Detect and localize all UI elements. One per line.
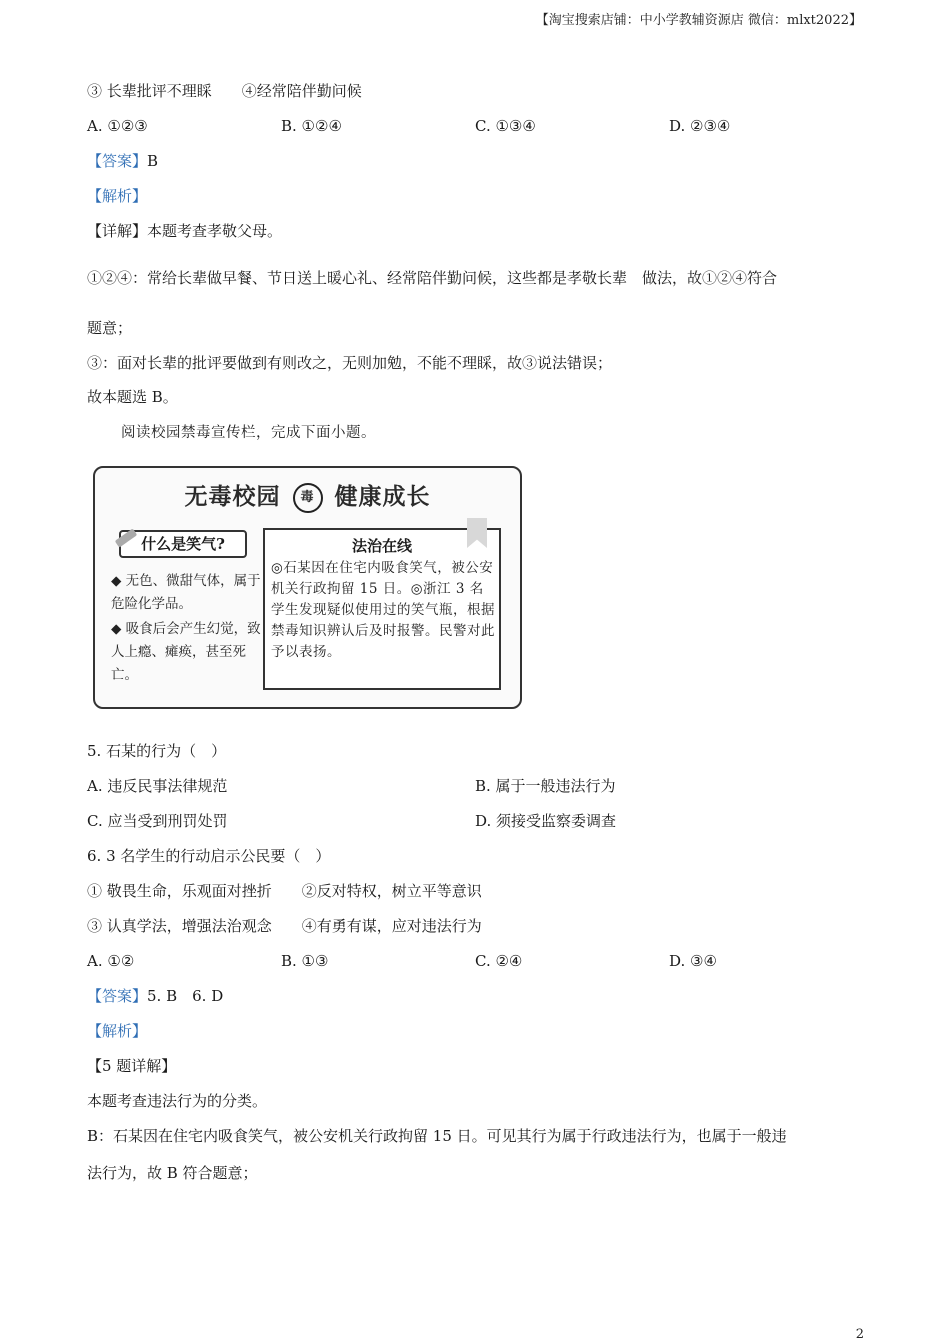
q6-options-line2: ③ 认真学法，增强法治观念 ④有勇有谋，应对违法行为 xyxy=(87,917,482,935)
q5-explain-line1: 本题考查违法行为的分类。 xyxy=(87,1092,268,1110)
poster-title-left: 无毒校园 xyxy=(184,483,281,510)
q5-explain-line3: 法行为，故 B 符合题意； xyxy=(87,1164,258,1182)
q5-detail-tag: 【5 题详解】 xyxy=(87,1057,177,1075)
right-panel-title: 法治在线 xyxy=(351,537,412,555)
header-watermark: 【淘宝搜索店铺：中小学教辅资源店 微信：mlxt2022】 xyxy=(535,13,862,28)
q4-explain-line1: ①②④：常给长辈做早餐、节日送上暖心礼、经常陪伴勤问候，这些都是孝敬长辈 做法，故①②④符合 xyxy=(87,269,778,287)
q4-explain-line3: ③：面对长辈的批评要做到有则改之，无则加勉，不能不理睬，故③说法错误； xyxy=(87,354,613,372)
q6-choice-c: C. ②④ xyxy=(475,952,523,970)
q56-analysis-tag: 【解析】 xyxy=(87,1022,148,1040)
answer-value: B xyxy=(147,152,159,170)
left-bullet-1: ◆ 无色、微甜气体，属于危险化学品。 xyxy=(111,573,261,612)
poster-title xyxy=(95,482,520,513)
q5-choice-c: C. 应当受到刑罚处罚 xyxy=(87,812,228,830)
reading-intro: 阅读校园禁毒宣传栏，完成下面小题。 xyxy=(121,425,376,441)
q6-stem: 6. 3 名学生的行动启示公民要（ ） xyxy=(87,847,331,865)
q5-stem: 5. 石某的行为（ ） xyxy=(87,742,227,760)
answer-value: 5. B 6. D xyxy=(147,987,224,1005)
q4-choice-b: B. ①②④ xyxy=(281,117,342,135)
q5-explain-line2: B：石某因在住宅内吸食笑气，被公安机关行政拘留 15 日。可见其行为属于行政违法行为，也属于一般违 xyxy=(87,1127,787,1145)
q5-choice-b: B. 属于一般违法行为 xyxy=(475,777,616,795)
q4-choice-d: D. ②③④ xyxy=(669,117,731,135)
q4-analysis-tag: 【解析】 xyxy=(87,187,148,205)
no-drug-badge-icon: 毒 xyxy=(293,483,323,513)
what-is-laughing-gas-tag xyxy=(119,530,247,558)
q5-choice-a: A. 违反民事法律规范 xyxy=(87,777,228,795)
q6-choice-d: D. ③④ xyxy=(669,952,717,970)
q4-options-line: ③ 长辈批评不理睬 ④经常陪伴勤问候 xyxy=(87,82,362,100)
page-number: 2 xyxy=(855,1327,864,1342)
poster-right-panel xyxy=(263,528,501,690)
q6-choice-a: A. ①② xyxy=(87,952,135,970)
q4-choice-a: A. ①②③ xyxy=(87,117,148,135)
q5-choice-d: D. 须接受监察委调查 xyxy=(475,812,617,830)
q6-choice-b: B. ①③ xyxy=(281,952,329,970)
left-bullet-2: ◆ 吸食后会产生幻觉，致人上瘾、瘫痪，甚至死亡。 xyxy=(111,621,261,683)
poster-left-panel xyxy=(107,530,259,690)
q4-answer xyxy=(87,151,158,171)
q4-detail: 【详解】本题考查孝敬父母。 xyxy=(87,222,283,240)
left-tag-label: 什么是笑气? xyxy=(141,535,225,553)
q56-answer xyxy=(87,986,223,1006)
answer-tag: 【答案】 xyxy=(87,987,148,1005)
pencil-icon xyxy=(115,528,138,547)
anti-drug-poster xyxy=(93,466,522,709)
q4-choice-c: C. ①③④ xyxy=(475,117,536,135)
right-panel-text: ◎石某因在住宅内吸食笑气，被公安机关行政拘留 15 日。◎浙江 3 名学生发现疑似使用过的笑气瓶，根据禁毒知识辨认后及时报警。民警对此予以表扬。 xyxy=(271,560,495,660)
q6-options-line1: ① 敬畏生命，乐观面对挫折 ②反对特权，树立平等意识 xyxy=(87,882,482,900)
q4-explain-line2: 题意； xyxy=(87,319,133,337)
poster-title-right: 健康成长 xyxy=(334,483,431,510)
answer-tag: 【答案】 xyxy=(87,152,148,170)
q4-conclusion: 故本题选 B。 xyxy=(87,388,178,406)
